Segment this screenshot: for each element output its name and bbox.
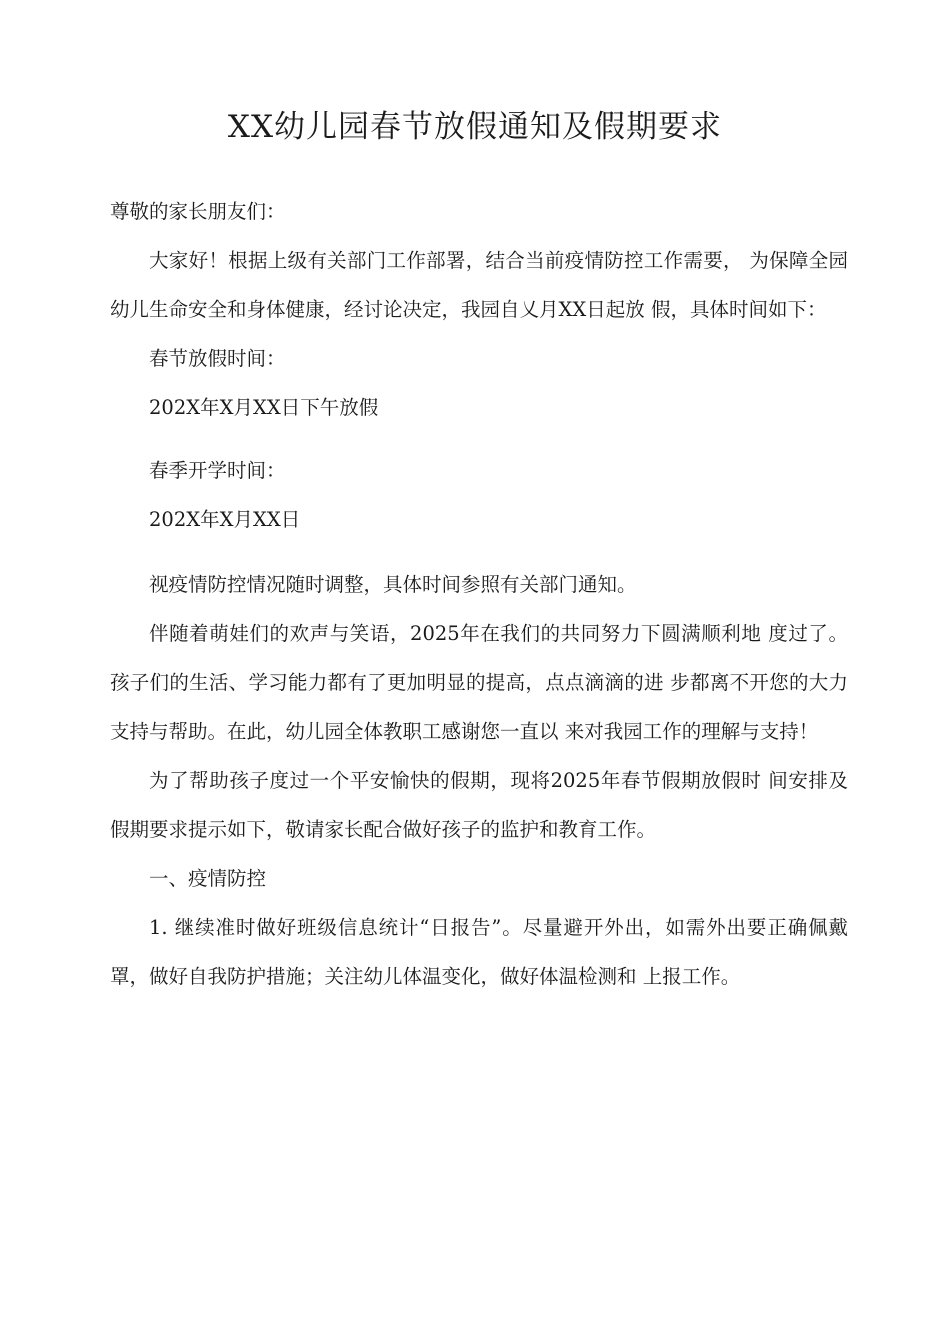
document-title: XX幼儿园春节放假通知及假期要求 (227, 109, 723, 145)
paragraph-adjust-note: 视疫情防控情况随时调整，具体时间参照有关部门通知。 (149, 573, 637, 596)
document-body (110, 187, 848, 1001)
school-start-value: 202X年X月XX日 (149, 508, 301, 531)
salutation: 尊敬的家长朋友们： (110, 200, 286, 223)
paragraph-greeting: 大家好！根据上级有关部门工作部署，结合当前疫情防控工作需要， 为保障全园幼儿生命安全和身体健康，经讨论决定，我园自乂月XX日起放 假，具体时间如下： (110, 249, 848, 321)
paragraph-arrangement: 为了帮助孩子度过一个平安愉快的假期，现将2025年春节假期放假时 间安排及假期要求提示如下，敬请家长配合做好孩子的监护和教育工作。 (110, 769, 848, 841)
paragraph-thanks: 伴随着萌娃们的欢声与笑语，2025年在我们的共同努力下圆满顺利地 度过了。孩子们的生活、学习能力都有了更加明显的提高，点点滴滴的进 步都离不开您的大力支持与帮助。在此，幼儿园全体教职工感谢您一直以 来对我园工作的理解与支持！ (110, 622, 848, 743)
holiday-time-label: 春节放假时间： (149, 347, 286, 370)
paragraph-item-1: 1. 继续准时做好班级信息统计“日报告”。尽量避开外出，如需外出要正确佩戴罩，做好自我防护措施；关注幼儿体温变化，做好体温检测和 上报工作。 (110, 916, 848, 988)
holiday-time-value: 202X年X月XX日下午放假 (149, 396, 379, 419)
section-heading-epidemic: 一、疫情防控 (149, 867, 267, 890)
school-start-label: 春季开学时间： (149, 459, 286, 482)
